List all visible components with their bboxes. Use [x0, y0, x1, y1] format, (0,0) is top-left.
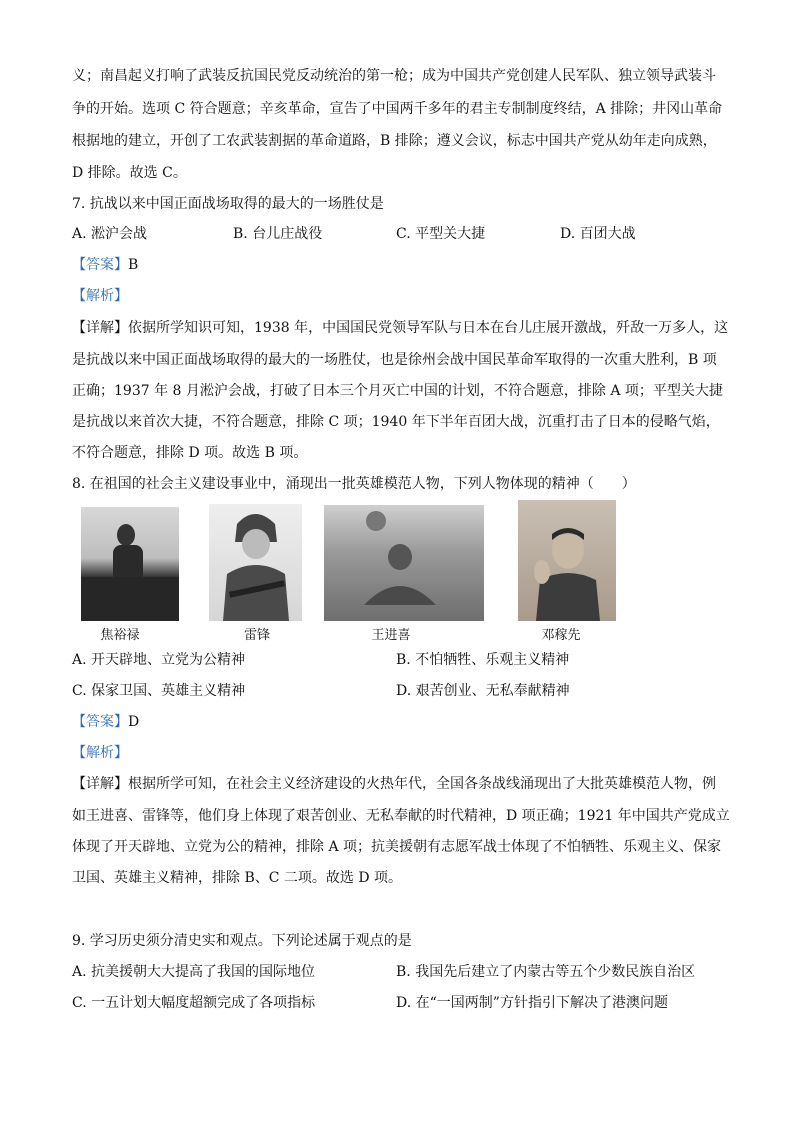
intro-line-4: D 排除。故选 C。 — [72, 165, 187, 181]
q8-option-b: B. 不怕牺牲、乐观主义精神 — [396, 652, 570, 668]
intro-line-3: 根据地的建立，开创了工农武装割据的革命道路，B 排除；遵义会议，标志中国共产党从幼年走向成熟， — [72, 133, 717, 149]
q7-option-b: B. 台儿庄战役 — [233, 226, 323, 242]
wang-jinxi-figure — [324, 505, 484, 621]
q7-detail-line-4: 是抗战以来首次大捷，不符合题意，排除 C 项；1940 年下半年百团大战，沉重打击了日本的侵略气焰， — [72, 414, 720, 430]
q7-analysis-tag: 【解析】 — [72, 288, 128, 304]
q8-stem: 8. 在祖国的社会主义建设事业中，涌现出一批英雄模范人物，下列人物体现的精神（ ） — [72, 476, 636, 492]
answer-tag: 【答案】 — [72, 257, 128, 273]
q8-option-d: D. 艰苦创业、无私奉献精神 — [396, 683, 570, 699]
photo-lei-feng — [209, 504, 302, 621]
caption-lei-feng: 雷锋 — [243, 628, 270, 643]
q8-option-c: C. 保家卫国、英雄主义精神 — [72, 683, 246, 699]
lei-feng-figure — [209, 504, 302, 621]
detail-tag: 【详解】 — [72, 320, 128, 336]
photo-jiao-yulu — [81, 507, 179, 621]
answer-value: D — [128, 714, 140, 730]
q7-detail-line-3: 正确；1937 年 8 月淞沪会战，打破了日本三个月灭亡中国的计划，不符合题意，排除 A 项；平型关大捷 — [72, 383, 723, 399]
deng-jiaxian-figure — [518, 500, 616, 621]
q7-stem: 7. 抗战以来中国正面战场取得的最大的一场胜仗是 — [72, 196, 384, 212]
q8-option-a: A. 开天辟地、立党为公精神 — [72, 652, 246, 668]
q8-detail-line-1 — [72, 774, 716, 794]
q8-detail-line-3: 体现了开天辟地、立党为公的精神，排除 A 项；抗美援朝有志愿军战士体现了不怕牺牲、乐观主义、保家 — [72, 839, 722, 855]
answer-value: B — [128, 257, 139, 273]
q9-stem: 9. 学习历史须分清史实和观点。下列论述属于观点的是 — [72, 933, 412, 949]
q9-option-c: C. 一五计划大幅度超额完成了各项指标 — [72, 995, 316, 1011]
answer-tag: 【答案】 — [72, 714, 128, 730]
intro-line-2: 争的开始。选项 C 符合题意；辛亥革命，宣告了中国两千多年的君主专制制度终结，A 排除；井冈山革命 — [72, 101, 723, 117]
q8-detail-line-4: 卫国、英雄主义精神，排除 B、C 二项。故选 D 项。 — [72, 870, 403, 886]
q8-detail-line-2: 如王进喜、雷锋等，他们身上体现了艰苦创业、无私奉献的时代精神，D 项正确；1921 年中国共产党成立 — [72, 808, 730, 824]
q7-detail-line-2: 是抗战以来中国正面战场取得的最大的一场胜仗，也是徐州会战中国民革命军取得的一次重大胜利，B 项 — [72, 352, 717, 368]
q9-option-a: A. 抗美援朝大大提高了我国的国际地位 — [72, 964, 316, 980]
intro-line-1: 义；南昌起义打响了武装反抗国民党反动统治的第一枪；成为中国共产党创建人民军队、独立领导武装斗 — [72, 68, 716, 84]
q7-detail-line-5: 不符合题意，排除 D 项。故选 B 项。 — [72, 445, 308, 461]
q8-answer — [72, 712, 139, 732]
q7-detail-line-1 — [72, 318, 728, 338]
detail-text: 依据所学知识可知，1938 年，中国国民党领导军队与日本在台儿庄展开激战，歼敌一万多人，这 — [128, 320, 729, 336]
q8-analysis-tag: 【解析】 — [72, 745, 128, 761]
detail-text: 根据所学可知，在社会主义经济建设的火热年代，全国各条战线涌现出了大批英雄模范人物，例 — [128, 776, 716, 792]
jiao-yulu-figure — [81, 507, 179, 621]
q9-option-d: D. 在“一国两制”方针指引下解决了港澳问题 — [396, 995, 668, 1011]
q9-option-b: B. 我国先后建立了内蒙古等五个少数民族自治区 — [396, 964, 696, 980]
detail-tag: 【详解】 — [72, 776, 128, 792]
q7-option-a: A. 淞沪会战 — [72, 226, 148, 242]
caption-deng-jiaxian: 邓稼先 — [541, 628, 581, 643]
caption-wang-jinxi: 王进喜 — [371, 628, 411, 643]
caption-jiao-yulu: 焦裕禄 — [100, 628, 140, 643]
photo-deng-jiaxian — [518, 500, 616, 621]
photo-wang-jinxi — [324, 505, 484, 621]
q7-answer — [72, 255, 138, 275]
q7-option-d: D. 百团大战 — [560, 226, 636, 242]
q7-option-c: C. 平型关大捷 — [396, 226, 486, 242]
